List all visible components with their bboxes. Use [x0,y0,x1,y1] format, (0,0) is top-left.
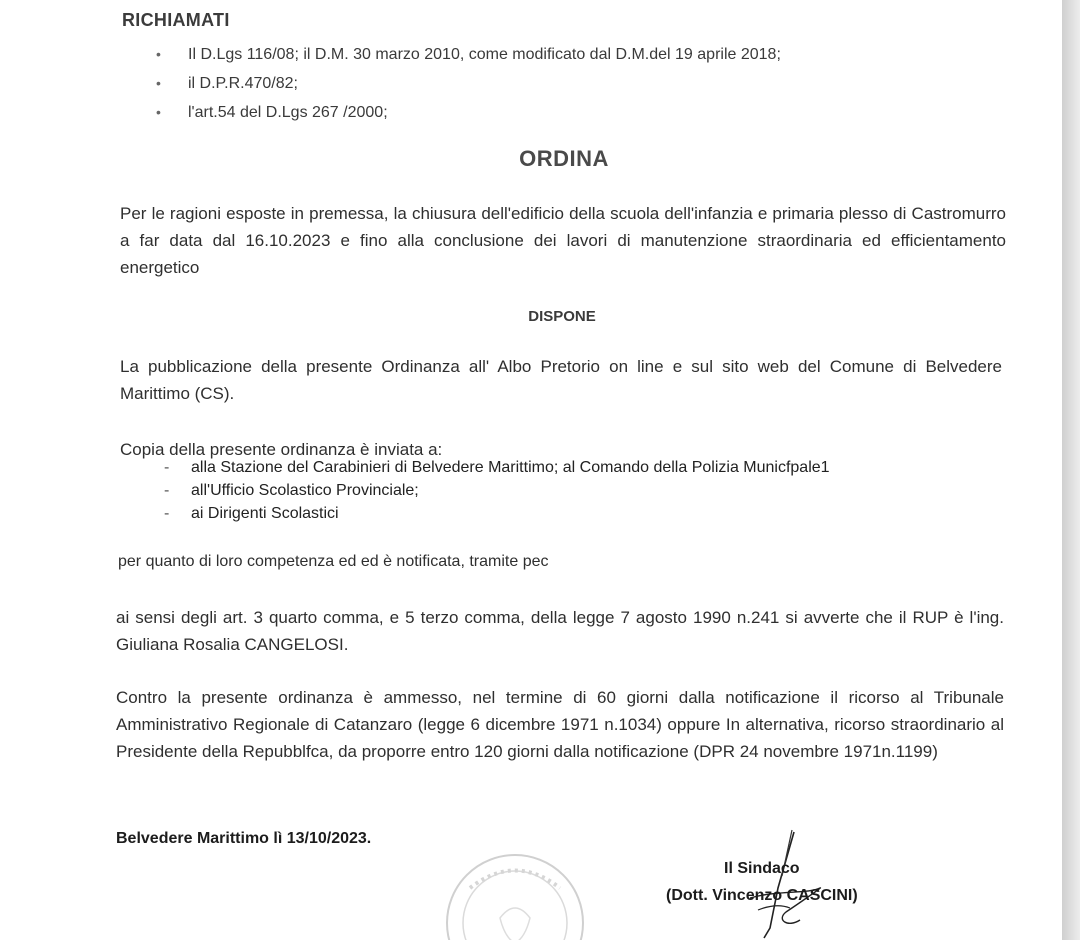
list-item: • Il D.Lgs 116/08; il D.M. 30 marzo 2010, come modificato dal D.M.del 19 aprile 2018; [150,40,1010,69]
list-item: - ai Dirigenti Scolastici [160,502,1020,525]
bullet-icon: • [156,75,161,91]
list-item: • il D.P.R.470/82; [150,69,1010,98]
bullet-icon: • [156,104,161,120]
list-item: • l'art.54 del D.Lgs 267 /2000; [150,98,1010,127]
page-edge [1062,0,1080,940]
richiamati-heading: RICHIAMATI [122,10,230,30]
ricorso-paragraph: Contro la presente ordinanza è ammesso, nel termine di 60 giorni dalla notificazione il ricorso al Tribunale Amministrativo Regionale di Catanzaro (legge 6 dicembre 1971 n.1034) oppure In alternativa, ricorso straordinario al Presidente della Repubblfca, da proporre entro 120 giorni dalla notificazione (DPR 24 novembre 1971n.1199) [116,688,1004,761]
place-date: Belvedere Marittimo lì 13/10/2023. [116,830,372,847]
dispone-paragraph: La pubblicazione della presente Ordinanza all' Albo Pretorio on line e sul sito web del Comune di Belvedere Marittimo (CS). [120,357,1002,403]
recipients-list [160,456,1020,525]
ordina-paragraph: Per le ragioni esposte in premessa, la chiusura dell'edificio della scuola dell'infanzia e primaria plesso di Castromurro a far data dal 16.10.2023 e fino alla conclusione dei lavori di manutenzione straordinaria ed efficientamento energetico [120,204,1006,277]
signatory-name: (Dott. Vincenzo CASCINI) [666,887,858,904]
copia-intro: Copia della presente ordinanza è inviata a: [120,440,443,459]
dispone-heading: DISPONE [528,308,596,325]
dash-icon: - [164,482,170,499]
bullet-icon: • [156,46,161,62]
ordina-heading: ORDINA [519,146,609,171]
notifica-line: per quanto di loro competenza ed ed è notificata, tramite pec [118,553,549,570]
richiamati-list [150,40,1010,127]
signatory-title: Il Sindaco [724,860,800,877]
dash-icon: - [164,459,170,476]
signature-icon [728,828,858,940]
list-item: - alla Stazione del Carabinieri di Belvedere Marittimo; al Comando della Polizia Municfpale1 [160,456,1020,479]
rup-paragraph: ai sensi degli art. 3 quarto comma, e 5 terzo comma, della legge 7 agosto 1990 n.241 si avverte che il RUP è l'ing. Giuliana Rosalia CANGELOSI. [116,608,1004,654]
stamp-icon [440,848,590,940]
dash-icon: - [164,505,170,522]
list-item: - all'Ufficio Scolastico Provinciale; [160,479,1020,502]
